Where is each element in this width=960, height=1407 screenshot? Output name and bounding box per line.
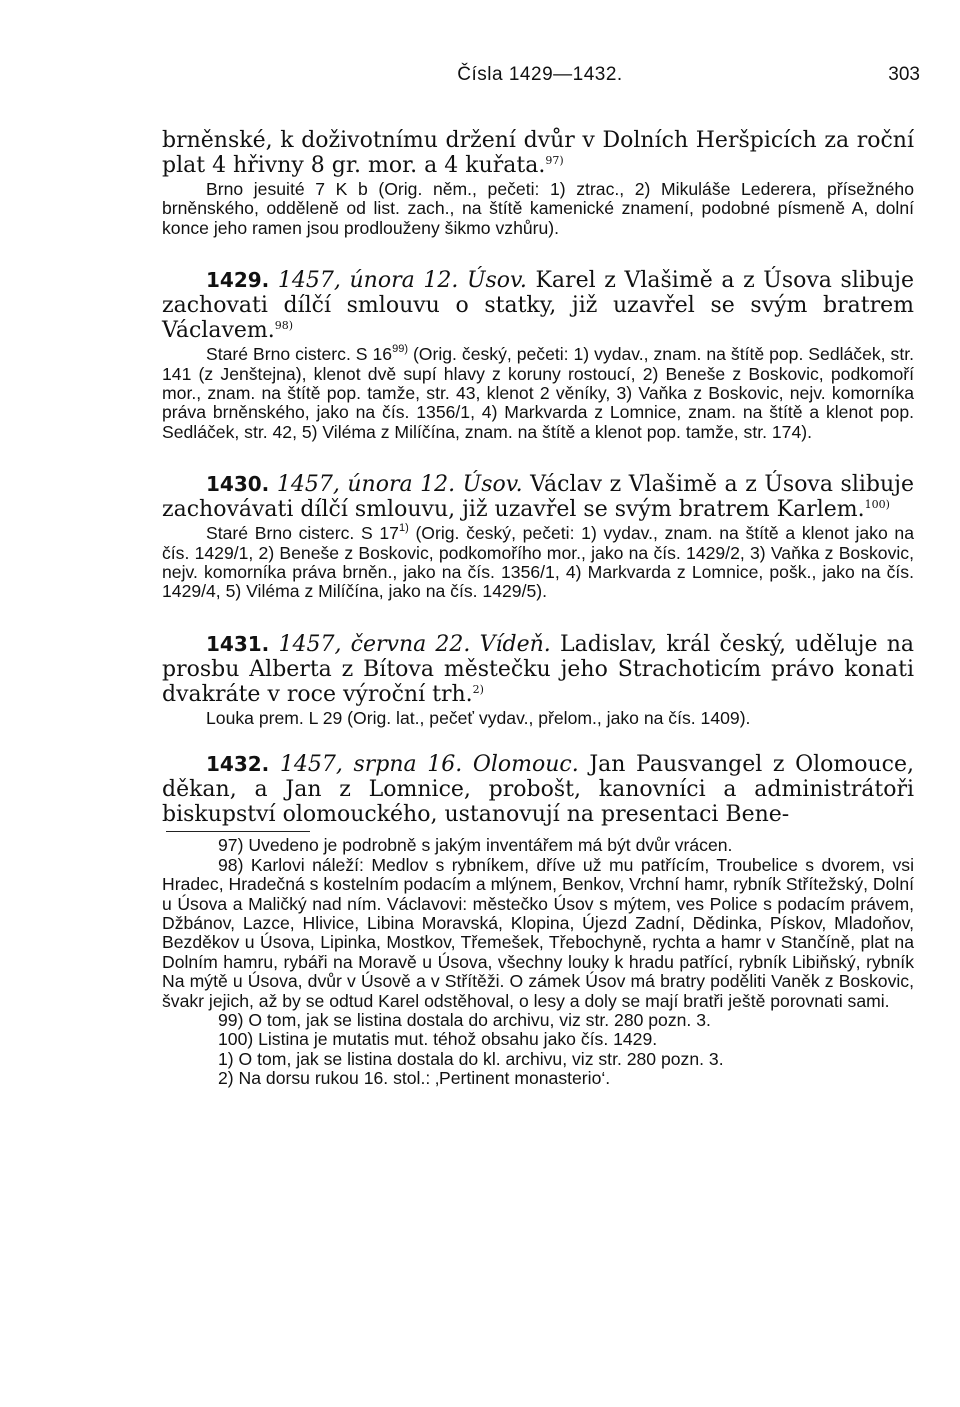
footnote-1	[162, 1050, 914, 1069]
source-archive: Staré Brno cisterc. S 17	[206, 523, 399, 544]
note-ref: 97)	[545, 154, 564, 167]
source-description: (Orig. český, pečeti: 1) vydav., znam. na štítě pop. Sedláček, str. 141 (z Jenštejna), klenot dvě supí hlavy z koruny rostoucí, 2) Beneše z Boskovic, podkomoří mor., znam. na štítě pop. tamže, str. 43, klenot 2 věníky, 3) Vaňka z Boskovic, nejv. komorníka práva brněnského, jako na čís. 1356/1, 4) Markvarda z Lomnice, znam. na štítě a klenot pop. Sedláček, str. 42, 5) Viléma z Milíčína, znam. na štítě a klenot pop. tamže, str. 174).	[162, 344, 914, 442]
entry-heading	[162, 632, 914, 707]
entry-1431	[162, 632, 914, 728]
running-head-title: Čísla 1429—1432.	[457, 64, 623, 85]
entry-text: Václav z Vlašimě a z Úsova slibuje zachovávati dílčí smlouvu, již uzavřel se svým bratrem Karlem.	[162, 472, 914, 523]
intro-text: brněnské, k doživotnímu držení dvůr v Dolních Heršpicích za roční plat 4 hřivny 8 gr. mor. a 4 kuřata.	[162, 128, 914, 178]
entry-1429	[162, 268, 914, 442]
entry-number: 1431.	[206, 631, 270, 656]
footnote-mark: 97)	[218, 835, 244, 856]
page-number: 303	[888, 64, 920, 85]
entry-1430	[162, 472, 914, 602]
footnote-98	[162, 856, 914, 1011]
footnote-100	[162, 1030, 914, 1049]
note-ref: 1)	[398, 522, 409, 535]
entry-date: 1457, února 12. Úsov.	[277, 268, 527, 294]
entry-number: 1432.	[206, 752, 270, 777]
intro-paragraph	[162, 128, 914, 178]
entry-heading	[162, 472, 914, 522]
footnote-99	[162, 1011, 914, 1030]
page-body	[162, 128, 914, 1089]
footnote-text: O tom, jak se listina dostala do archivu, viz str. 280 pozn. 3.	[248, 1009, 711, 1030]
footnote-text: Na dorsu rukou 16. stol.: ‚Pertinent monasterio‘.	[238, 1068, 611, 1089]
footnote-mark: 98)	[218, 854, 244, 875]
entry-number: 1430.	[206, 472, 270, 497]
note-ref: 100)	[864, 498, 890, 512]
running-head	[160, 58, 920, 92]
entry-text: Ladislav, král český, uděluje na prosbu Alberta z Bítova městečku jeho Strachoticím právo konati dvakráte v roce výroční trh.	[162, 631, 914, 707]
source-description: (Orig. český, pečeti: 1) vydav., znam. na štítě a klenot jako na čís. 1429/1, 2) Beneše z Boskovic, podkomořího mor., jako na čís. 1429/2, 3) Vaňka z Boskovic, nejv. komorníka práva brněn., jako na čís. 1356/1, 4) Markvarda z Lomnice, pošk., jako na čís. 1429/4, 5) Viléma z Milíčína, jako na čís. 1429/5).	[162, 523, 914, 602]
entry-number: 1429.	[206, 268, 270, 293]
source-archive: Staré Brno cisterc. S 16	[206, 344, 393, 365]
footnote-mark: 100)	[218, 1029, 254, 1050]
entry-source	[162, 345, 914, 442]
entry-heading	[162, 268, 914, 343]
footnote-97	[162, 836, 914, 855]
footnote-text: Uvedeno je podrobně s jakým inventářem má být dvůr vrácen.	[248, 835, 733, 856]
footnote-2	[162, 1069, 914, 1088]
entry-text: Jan Pausvangel z Olomouce, děkan, a Jan z Lomnice, probošt, kanovníci a administrátoři biskupství olomouckého, ustanovují na presentaci Bene-	[162, 752, 915, 828]
footnote-mark: 2)	[218, 1068, 234, 1089]
footnote-mark: 1)	[218, 1048, 234, 1069]
footnotes	[162, 836, 914, 1088]
entry-source	[162, 524, 914, 602]
footnote-divider	[166, 831, 310, 832]
footnote-text: Listina je mutatis mut. téhož obsahu jako čís. 1429.	[258, 1029, 658, 1050]
intro-source: Brno jesuité 7 K b (Orig. něm., pečeti: 1) ztrac., 2) Mikuláše Lederera, přísežného brněnského, odděleně od list. zach., na štítě kamenické znamení, podobné písmeně A, dolní konce jeho ramen jsou prodlouženy šikmo vzhůru).	[162, 179, 914, 238]
entry-date: 1457, června 22. Vídeň.	[278, 631, 551, 657]
note-ref: 98)	[274, 319, 294, 333]
entry-heading	[162, 752, 914, 827]
entry-date: 1457, srpna 16. Olomouc.	[279, 752, 579, 778]
note-ref: 2)	[472, 682, 484, 696]
entry-1432	[162, 752, 914, 827]
footnote-text: Karlovi náleží: Medlov s rybníkem, dříve už mu patřícím, Troubelice s dvorem, vsi Hradec, Hradečná s kostelním podacím a mlýnem, Benkov, Vrchní hamr, rybník Střítežský, Dolní u Úsova a Maličký nad ním. Václavovi: městečko Úsov s mýtem, ves Police s podacím právem, Džbánov, Lazce, Hlivice, Libina Moravská, Klopina, Újezd Zadní, Dědinka, Pískov, Mladoňov, Bezděkov u Úsova, Lipinka, Mostkov, Třemešek, Třebochyně, rychta a hamr v Stančíně, plat na Dolním hamru, rybáři na Moravě u Úsova, všechny louky k hradu patřící, rybník Libiňský, rybník Na mýtě u Úsova, dvůr v Úsově a v Střítěži. O zámek Úsov má bratry poděliti Vaněk z Boskovic, švakr jejich, až by se odtud Karel odstěhoval, o lesy a doly se mají bratři ještě porovnati sami.	[162, 854, 914, 1011]
footnote-mark: 99)	[218, 1009, 244, 1030]
entry-source: Louka prem. L 29 (Orig. lat., pečeť vydav., přelom., jako na čís. 1409).	[206, 707, 751, 728]
entry-date: 1457, února 12. Úsov.	[276, 472, 523, 498]
footnote-text: O tom, jak se listina dostala do kl. archivu, viz str. 280 pozn. 3.	[238, 1048, 724, 1069]
entry-text: Karel z Vlašimě a z Úsova slibuje zachovati dílčí smlouvu o statky, již uzavřel se svým bratrem Václavem.	[162, 268, 914, 344]
note-ref: 99)	[392, 343, 408, 356]
